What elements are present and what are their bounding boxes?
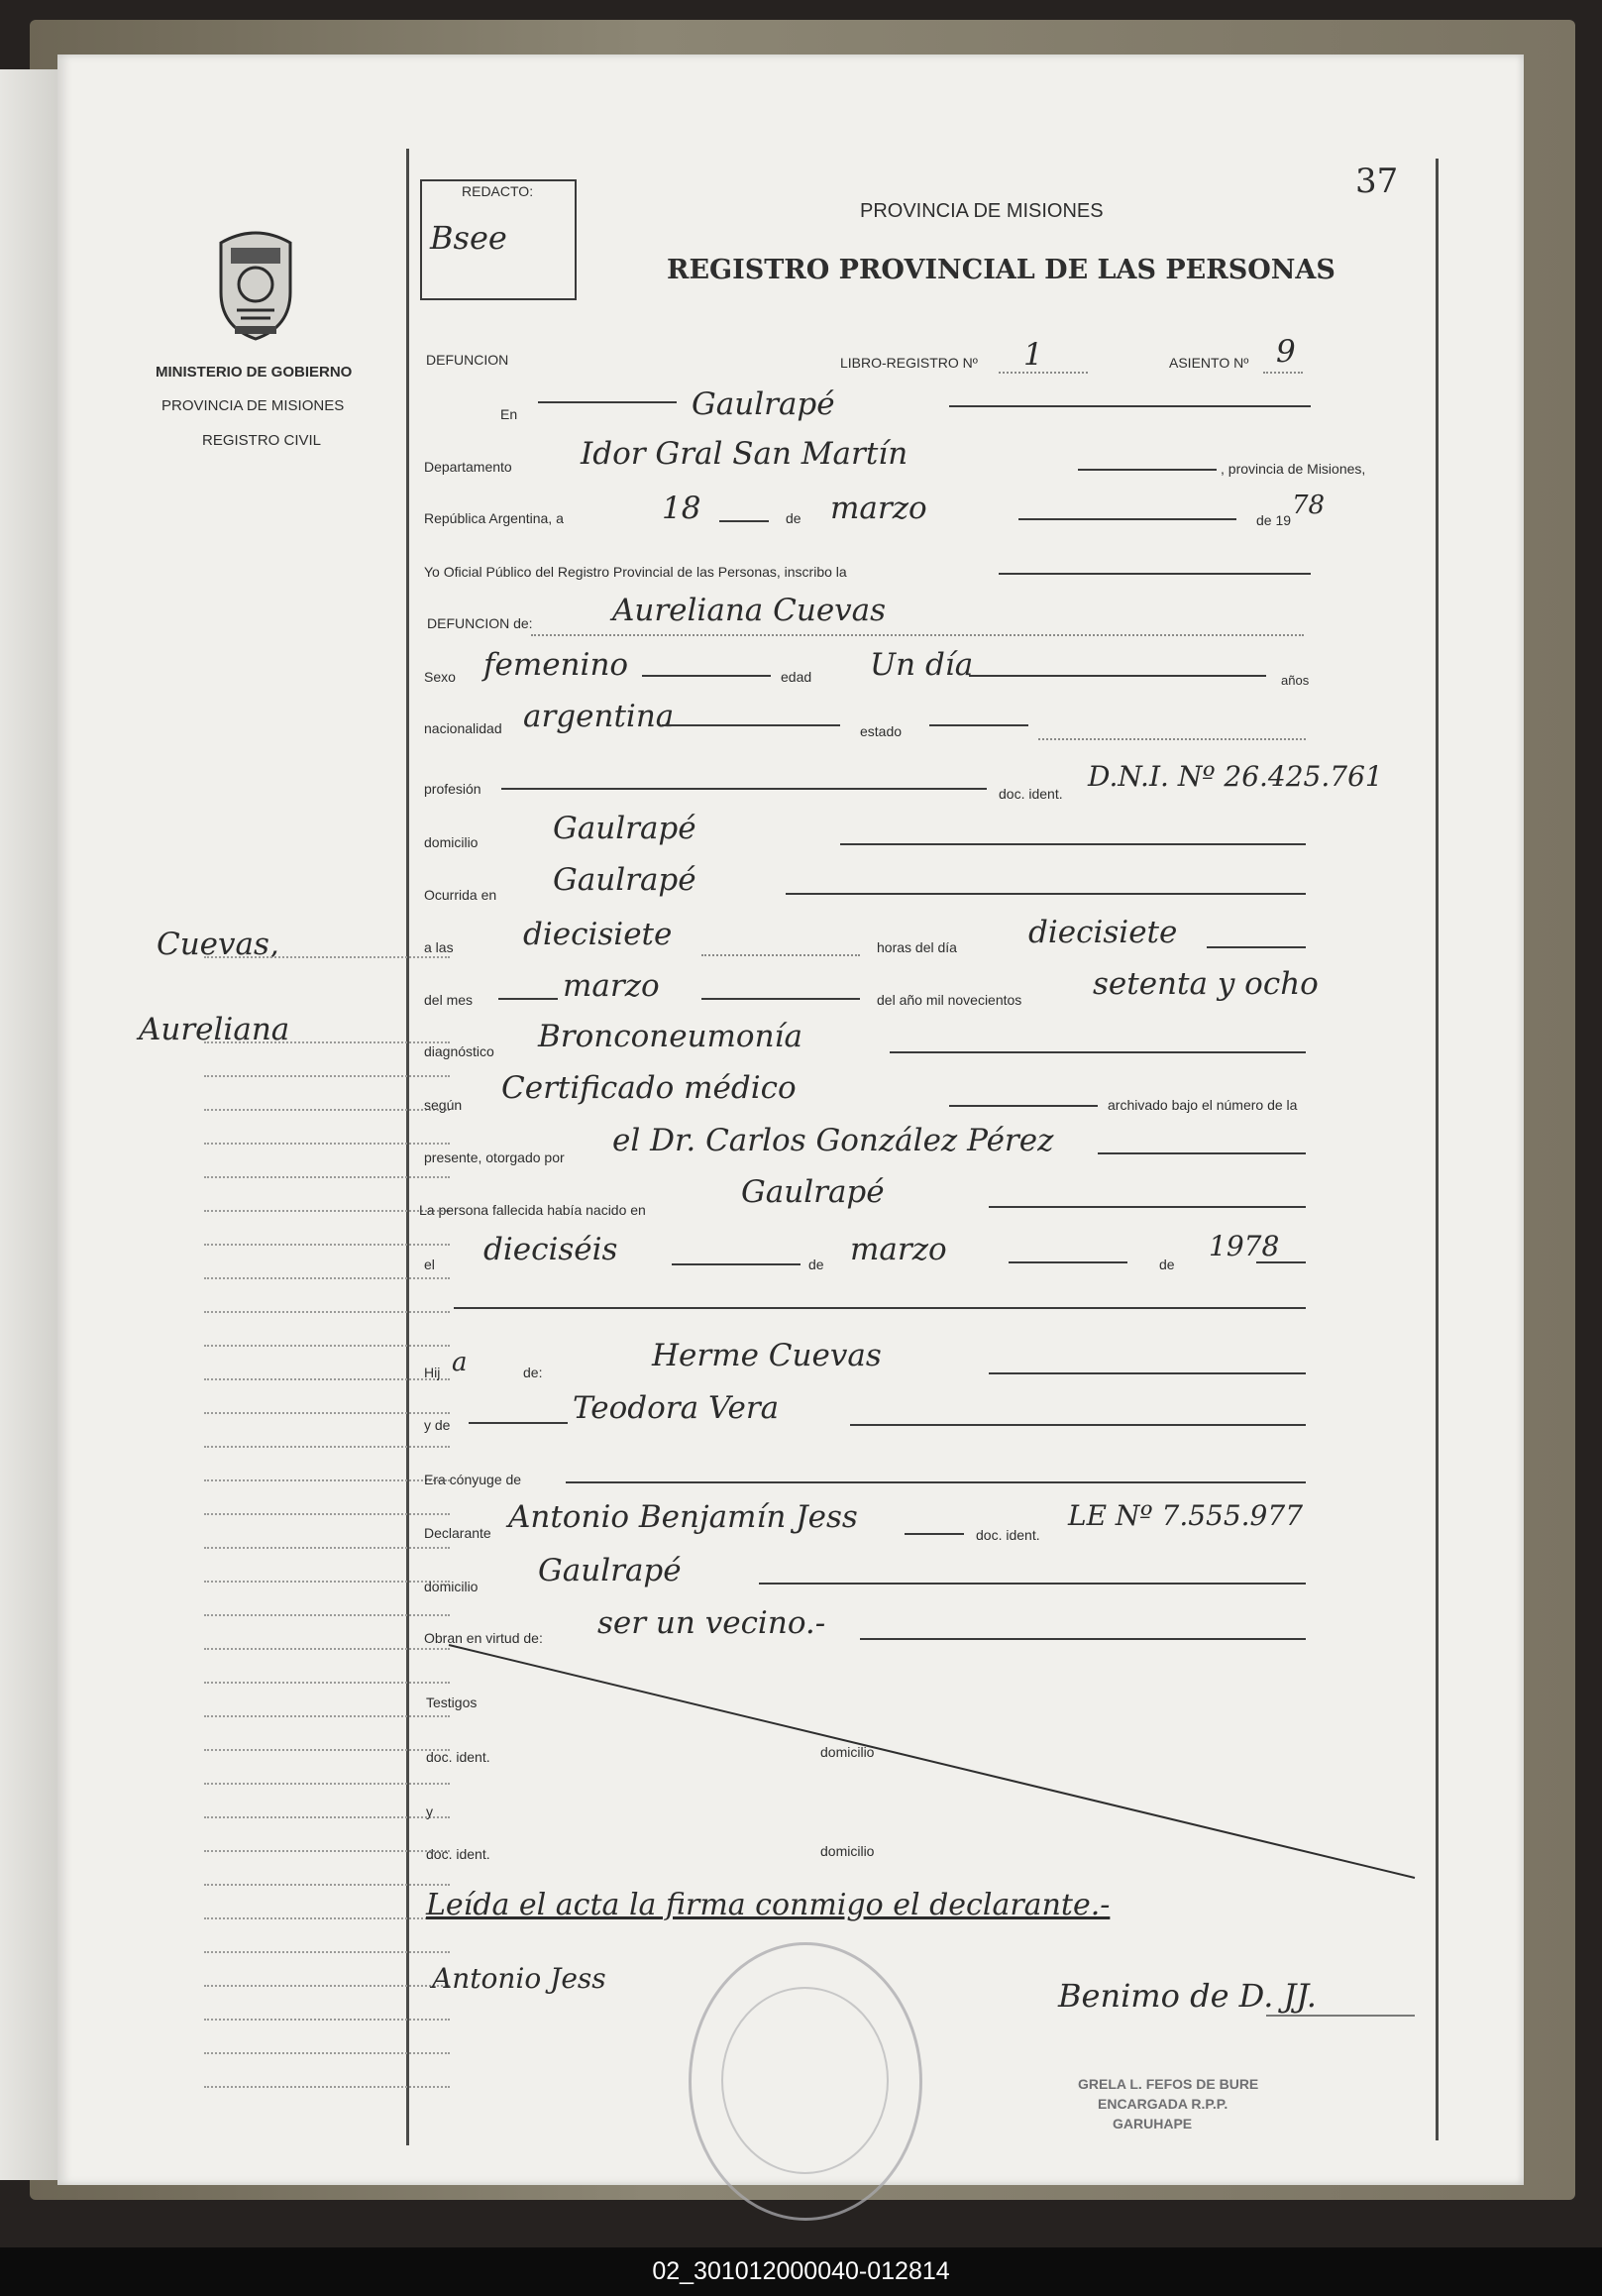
declarante-domicilio-value: Gaulrapé bbox=[538, 1553, 682, 1588]
republica-label: República Argentina, a bbox=[424, 510, 564, 526]
official-signature: Benimo de D. JJ. bbox=[1058, 1977, 1317, 2015]
declarante-domicilio-label: domicilio bbox=[424, 1579, 479, 1594]
image-id-bar: 02_301012000040-012814 bbox=[0, 2247, 1602, 2296]
edad-label: edad bbox=[781, 669, 812, 685]
registry-title: REGISTRO PROVINCIAL DE LAS PERSONAS bbox=[667, 255, 1335, 285]
departamento-value: Idor Gral San Martín bbox=[581, 436, 908, 472]
y-label: y bbox=[426, 1804, 433, 1819]
testigo1-doc-label: doc. ident. bbox=[426, 1749, 490, 1765]
leida-text: Leída el acta la firma conmigo el declarante.- bbox=[426, 1888, 1111, 1922]
hij-de-label: de: bbox=[523, 1365, 543, 1380]
registry-page bbox=[57, 55, 1524, 2185]
redacto-label: REDACTO: bbox=[462, 183, 534, 199]
stamp-line1: GRELA L. FEFOS DE BURE bbox=[1078, 2076, 1259, 2092]
diagnostico-label: diagnóstico bbox=[424, 1043, 494, 1059]
presente-label: presente, otorgado por bbox=[424, 1149, 565, 1165]
stamp-line2: ENCARGADA R.P.P. bbox=[1098, 2096, 1228, 2112]
witnesses-strikethrough bbox=[57, 55, 1524, 2185]
segun-value: Certificado médico bbox=[501, 1070, 797, 1106]
y-de-label: y de bbox=[424, 1417, 451, 1433]
diagnostico-value: Bronconeumonía bbox=[538, 1019, 802, 1054]
sexo-label: Sexo bbox=[424, 669, 456, 685]
libro-value: 1 bbox=[1023, 337, 1043, 373]
previous-page-edge bbox=[0, 69, 59, 2180]
mes-value: marzo bbox=[830, 491, 927, 526]
declarante-value: Antonio Benjamín Jess bbox=[508, 1499, 858, 1535]
nacionalidad-value: argentina bbox=[523, 699, 675, 734]
testigo2-domicilio-label: domicilio bbox=[820, 1843, 875, 1859]
departamento-label: Departamento bbox=[424, 459, 512, 475]
ministry-line3: REGISTRO CIVIL bbox=[202, 432, 322, 449]
ano-value: 78 bbox=[1292, 491, 1326, 520]
declarante-label: Declarante bbox=[424, 1525, 491, 1541]
asiento-label: ASIENTO Nº bbox=[1169, 355, 1249, 371]
domicilio-label: domicilio bbox=[424, 834, 479, 850]
de-label-3: de bbox=[1159, 1257, 1175, 1272]
hora-value: diecisiete bbox=[523, 917, 673, 952]
stamp-line3: GARUHAPE bbox=[1113, 2116, 1193, 2132]
del-ano-label: del año mil novecientos bbox=[877, 992, 1022, 1008]
obran-label: Obran en virtud de: bbox=[424, 1630, 543, 1646]
page-number: 37 bbox=[1355, 162, 1399, 201]
declarante-doc-value: LE Nº 7.555.977 bbox=[1068, 1499, 1304, 1532]
nacionalidad-label: nacionalidad bbox=[424, 720, 502, 736]
a-las-label: a las bbox=[424, 939, 454, 955]
hij-label: Hij bbox=[424, 1365, 441, 1380]
margin-given-name: Aureliana bbox=[139, 1012, 290, 1047]
edad-value: Un día bbox=[870, 647, 974, 683]
segun-label: según bbox=[424, 1097, 463, 1113]
ministry-line2: PROVINCIA DE MISIONES bbox=[161, 397, 345, 414]
nac-ano-value: 1978 bbox=[1209, 1230, 1280, 1262]
nac-mes-value: marzo bbox=[850, 1232, 947, 1267]
padre-value: Herme Cuevas bbox=[652, 1338, 882, 1373]
madre-value: Teodora Vera bbox=[573, 1390, 780, 1426]
obran-value: ser un vecino.- bbox=[597, 1605, 826, 1641]
nacido-en-label: La persona fallecida había nacido en bbox=[419, 1202, 646, 1218]
doc-ident-value: D.N.I. Nº 26.425.761 bbox=[1088, 760, 1383, 793]
nombre-value: Aureliana Cuevas bbox=[612, 593, 887, 628]
testigos-label: Testigos bbox=[426, 1695, 478, 1710]
libro-label: LIBRO-REGISTRO Nº bbox=[840, 355, 978, 371]
ministry-line1: MINISTERIO DE GOBIERNO bbox=[156, 364, 353, 381]
asiento-value: 9 bbox=[1276, 334, 1296, 370]
provincia-label: , provincia de Misiones, bbox=[1221, 461, 1366, 477]
estado-label: estado bbox=[860, 723, 903, 739]
declarante-doc-label: doc. ident. bbox=[976, 1527, 1040, 1543]
en-label: En bbox=[500, 406, 518, 422]
redacto-signature: Bsee bbox=[430, 219, 507, 257]
ocurrida-label: Ocurrida en bbox=[424, 887, 497, 903]
del-mes-label: del mes bbox=[424, 992, 474, 1008]
anos-label: años bbox=[1281, 673, 1310, 688]
ocurrida-value: Gaulrapé bbox=[553, 862, 696, 898]
el-label: el bbox=[424, 1257, 435, 1272]
testigo1-domicilio-label: domicilio bbox=[820, 1744, 875, 1760]
defuncion-de-label: DEFUNCION de: bbox=[427, 615, 533, 631]
nacido-en-value: Gaulrapé bbox=[741, 1174, 885, 1210]
mes-texto-value: marzo bbox=[563, 968, 660, 1004]
official-seal-inner bbox=[721, 1987, 889, 2174]
de-label-1: de bbox=[786, 510, 801, 526]
de-label-2: de bbox=[808, 1257, 824, 1272]
declarante-signature: Antonio Jess bbox=[432, 1962, 606, 1995]
dia-texto-value: diecisiete bbox=[1028, 915, 1178, 950]
nac-dia-value: dieciséis bbox=[483, 1232, 618, 1267]
margin-surname: Cuevas, bbox=[157, 927, 279, 962]
dia-value: 18 bbox=[662, 491, 701, 526]
de19-label: de 19 bbox=[1256, 512, 1292, 528]
horas-dia-label: horas del día bbox=[877, 939, 957, 955]
otorgado-value: el Dr. Carlos González Pérez bbox=[612, 1123, 1054, 1158]
domicilio-value: Gaulrapé bbox=[553, 811, 696, 846]
conyuge-label: Era cónyuge de bbox=[424, 1472, 522, 1487]
doc-ident-label: doc. ident. bbox=[999, 786, 1063, 802]
sexo-value: femenino bbox=[483, 647, 629, 683]
testigo2-doc-label: doc. ident. bbox=[426, 1846, 490, 1862]
profesion-label: profesión bbox=[424, 781, 481, 797]
en-value: Gaulrapé bbox=[692, 386, 835, 422]
archivado-label: archivado bajo el número de la bbox=[1108, 1097, 1298, 1113]
hijo-suffix: a bbox=[452, 1348, 468, 1377]
province-heading: PROVINCIA DE MISIONES bbox=[860, 200, 1104, 222]
ano-texto-value: setenta y ocho bbox=[1093, 966, 1319, 1002]
yo-oficial-label: Yo Oficial Público del Registro Provincial de las Personas, inscribo la bbox=[424, 564, 847, 580]
defuncion-label: DEFUNCION bbox=[426, 352, 509, 368]
